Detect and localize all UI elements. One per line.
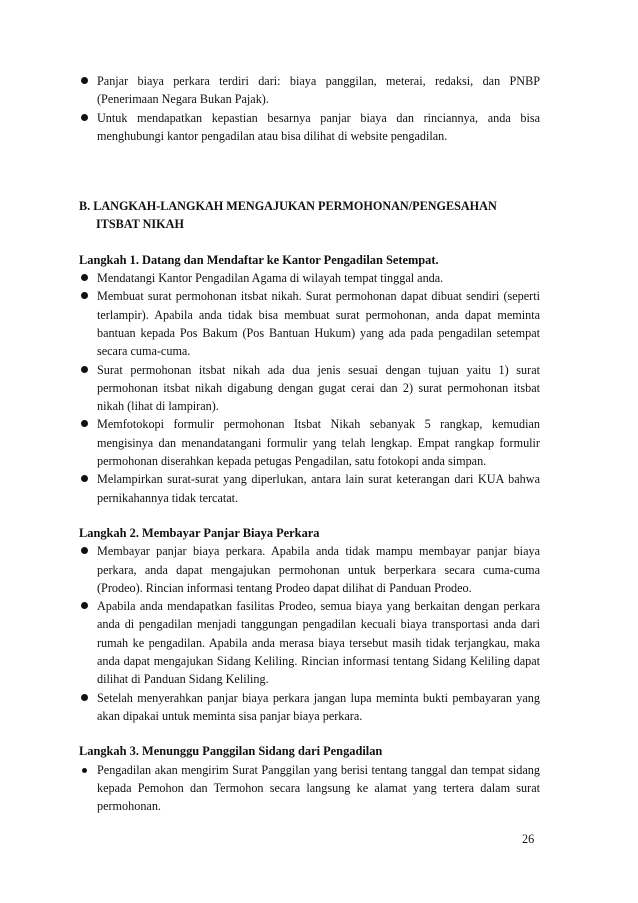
bullet-icon: [81, 366, 88, 373]
list-item: Surat permohonan itsbat nikah ada dua jenis sesuai dengan tujuan yaitu 1) surat permohonan itsbat nikah digabung dengan gugat cerai dan 2) surat permohonan itsbat nikah (lihat di lampiran).: [79, 361, 540, 416]
list-item: Untuk mendapatkan kepastian besarnya panjar biaya dan rinciannya, anda bisa menghubungi kantor pengadilan atau bisa dilihat di website pengadilan.: [79, 109, 540, 146]
bullet-icon: [81, 602, 88, 609]
bullet-icon: [82, 768, 87, 773]
list-item: Mendatangi Kantor Pengadilan Agama di wilayah tempat tinggal anda.: [79, 269, 540, 287]
step-title: Langkah 1. Datang dan Mendaftar ke Kantor Pengadilan Setempat.: [79, 252, 439, 267]
step-2: [79, 524, 540, 725]
bullet-icon: [81, 274, 88, 281]
step-3: [79, 742, 540, 815]
section-heading-line1: B. LANGKAH-LANGKAH MENGAJUKAN PERMOHONAN/PENGESAHAN: [79, 199, 497, 214]
section-heading-line2: ITSBAT NIKAH: [96, 217, 184, 232]
list-item: Apabila anda mendapatkan fasilitas Prodeo, semua biaya yang berkaitan dengan perkara anda di pengadilan menjadi tanggungan pengadilan kecuali biaya transportasi anda dari rumah ke pengadilan. Apabila anda merasa biaya tersebut masih tidak terjangkau, maka anda dapat mengajukan Sidang Keliling. Rincian informasi tentang Sidang Keliling dapat dilihat di Panduan Sidang Keliling.: [79, 597, 540, 688]
list-item: Panjar biaya perkara terdiri dari: biaya panggilan, meterai, redaksi, dan PNBP (Penerimaan Negara Bukan Pajak).: [79, 72, 540, 109]
page-number: 26: [522, 832, 535, 846]
step-bullet-list: [79, 761, 540, 816]
step-title: Langkah 2. Membayar Panjar Biaya Perkara: [79, 525, 320, 540]
bullet-icon: [81, 420, 88, 427]
page-content: [79, 72, 540, 815]
bullet-icon: [81, 547, 88, 554]
bullet-icon: [81, 475, 88, 482]
list-item: Membayar panjar biaya perkara. Apabila anda tidak mampu membayar panjar biaya perkara, anda dapat mengajukan permohonan untuk berperkara secara cuma-cuma (Prodeo). Rincian informasi tentang Prodeo dapat dilihat di Panduan Prodeo.: [79, 542, 540, 597]
bullet-icon: [81, 114, 88, 121]
step-title: Langkah 3. Menunggu Panggilan Sidang dari Pengadilan: [79, 744, 383, 759]
step-1: [79, 251, 540, 507]
section-heading: [79, 197, 540, 234]
bullet-icon: [81, 694, 88, 701]
list-item: Setelah menyerahkan panjar biaya perkara jangan lupa meminta bukti pembayaran yang akan dipakai untuk meminta sisa panjar biaya perkara.: [79, 689, 540, 726]
step-bullet-list: [79, 269, 540, 507]
list-item: Membuat surat permohonan itsbat nikah. Surat permohonan dapat dibuat sendiri (seperti terlampir). Apabila anda tidak bisa membuat surat permohonan, anda dapat meminta bantuan kepada Pos Bakum (Pos Bantuan Hukum) yang ada pada pengadilan setempat secara cuma-cuma.: [79, 287, 540, 360]
step-bullet-list: [79, 542, 540, 725]
list-item: Memfotokopi formulir permohonan Itsbat Nikah sebanyak 5 rangkap, kemudian mengisinya dan menandatangani formulir yang telah lengkap. Empat rangkap formulir permohonan diserahkan kepada petugas Pengadilan, satu fotokopi anda simpan.: [79, 415, 540, 470]
intro-bullet-list: [79, 72, 540, 145]
bullet-icon: [81, 77, 88, 84]
list-item: Pengadilan akan mengirim Surat Panggilan yang berisi tentang tanggal dan tempat sidang kepada Pemohon dan Termohon secara langsung ke alamat yang tertera dalam surat permohonan.: [79, 761, 540, 816]
bullet-icon: [81, 292, 88, 299]
list-item: Melampirkan surat-surat yang diperlukan, antara lain surat keterangan dari KUA bahwa pernikahannya tidak tercatat.: [79, 470, 540, 507]
